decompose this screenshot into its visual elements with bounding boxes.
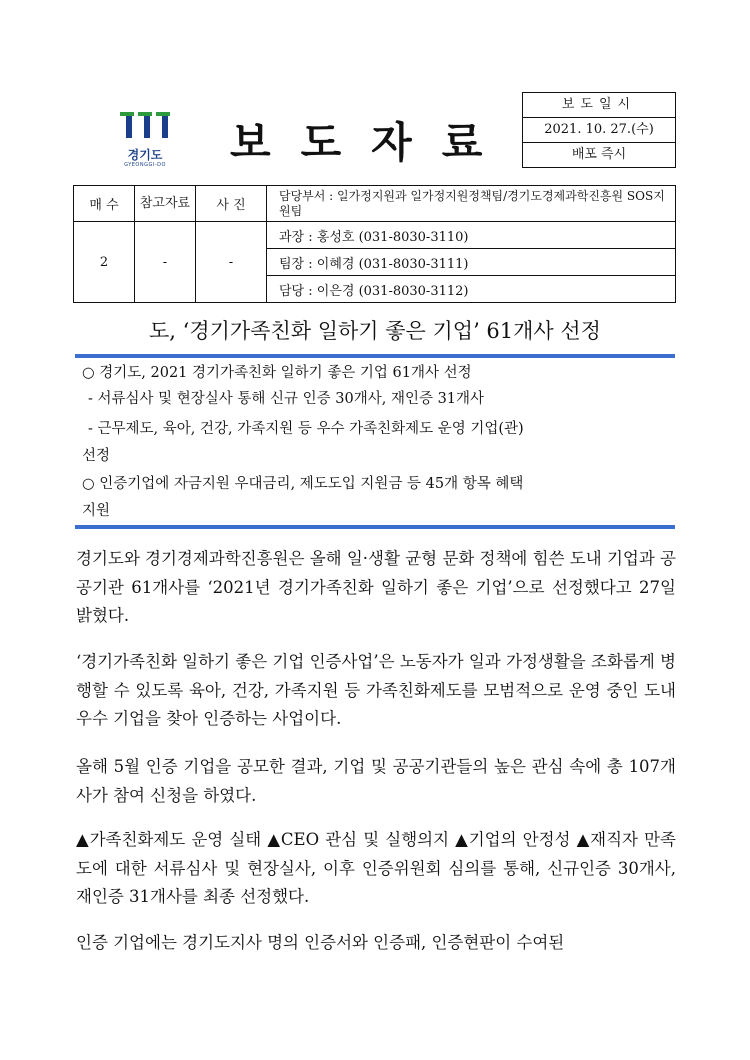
dept-cell: 담당부서 : 일가정지원과 일가정지원정책팀/경기도경제과학진흥원 SOS지원팀 — [267, 186, 676, 222]
col-ref-header: 참고자료 — [135, 186, 196, 222]
contact-team-leader: 팀장 : 이혜경 (031-8030-3111) — [267, 249, 676, 276]
logo-text: 경기도 — [127, 148, 163, 162]
date-value: 2021. 10. 27.(수) — [523, 118, 675, 143]
col-count-header: 매 수 — [74, 186, 135, 222]
date-label: 보도일시 — [523, 93, 675, 118]
body-paragraph: 경기도와 경기경제과학진흥원은 올해 일·생활 균형 문화 정책에 힘쓴 도내 기업과 공공기관 61개사를 ‘2021년 경기가족친화 일하기 좋은 기업’으로 선정했다고 27일 밝혔다. — [76, 549, 676, 625]
body-paragraph: ‘경기가족친화 일하기 좋은 기업 인증사업’은 노동자가 일과 가정생활을 조화롭게 병행할 수 있도록 육아, 건강, 가족지원 등 가족친화제도를 모범적으로 운영 중인 도내 우수 기업을 찾아 인증하는 사업이다. — [76, 652, 676, 728]
summary-top-rule — [75, 354, 675, 358]
contact-table — [73, 185, 676, 303]
release-date-box — [522, 92, 676, 168]
summary-line: ○ 경기도, 2021 경기가족친화 일하기 좋은 기업 61개사 선정 — [82, 365, 472, 381]
logo-subtext: GYEONGGI-DO — [124, 162, 166, 168]
summary-line: - 근무제도, 육아, 건강, 가족지원 등 우수 가족친화제도 운영 기업(관) — [88, 421, 524, 437]
summary-bottom-rule — [75, 525, 675, 529]
headline: 도, ‘경기가족친화 일하기 좋은 기업’ 61개사 선정 — [149, 319, 601, 343]
body-paragraph: ▲가족친화제도 운영 실태 ▲CEO 관심 및 실행의지 ▲기업의 안정성 ▲재직자 만족도에 대한 서류심사 및 현장실사, 이후 인증위원회 심의를 통해, 신규인증 30개사, 재인증 31개사를 최종 선정했다. — [76, 830, 676, 906]
contact-manager: 과장 : 홍성호 (031-8030-3110) — [267, 222, 676, 249]
photo-cell: - — [196, 222, 267, 303]
ref-cell: - — [135, 222, 196, 303]
contact-staff: 담당 : 이은경 (031-8030-3112) — [267, 276, 676, 303]
summary-line: 선정 — [82, 448, 111, 464]
release-note: 배포 즉시 — [571, 147, 627, 162]
summary-line: ○ 인증기업에 자금지원 우대금리, 제도도입 지원금 등 45개 항목 혜택 — [82, 476, 524, 492]
body-paragraph: 올해 5월 인증 기업을 공모한 결과, 기업 및 공공기관들의 높은 관심 속에 총 107개사가 참여 신청을 하였다. — [76, 757, 676, 805]
summary-line: - 서류심사 및 현장실사 통해 신규 인증 30개사, 재인증 31개사 — [88, 391, 485, 407]
page-title: 보도자료 — [230, 118, 513, 167]
col-photo-header: 사 진 — [196, 186, 267, 222]
summary-line: 지원 — [82, 503, 111, 519]
body-paragraph: 인증 기업에는 경기도지사 명의 인증서와 인증패, 인증현판이 수여된 — [76, 933, 565, 952]
count-cell: 2 — [74, 222, 135, 303]
